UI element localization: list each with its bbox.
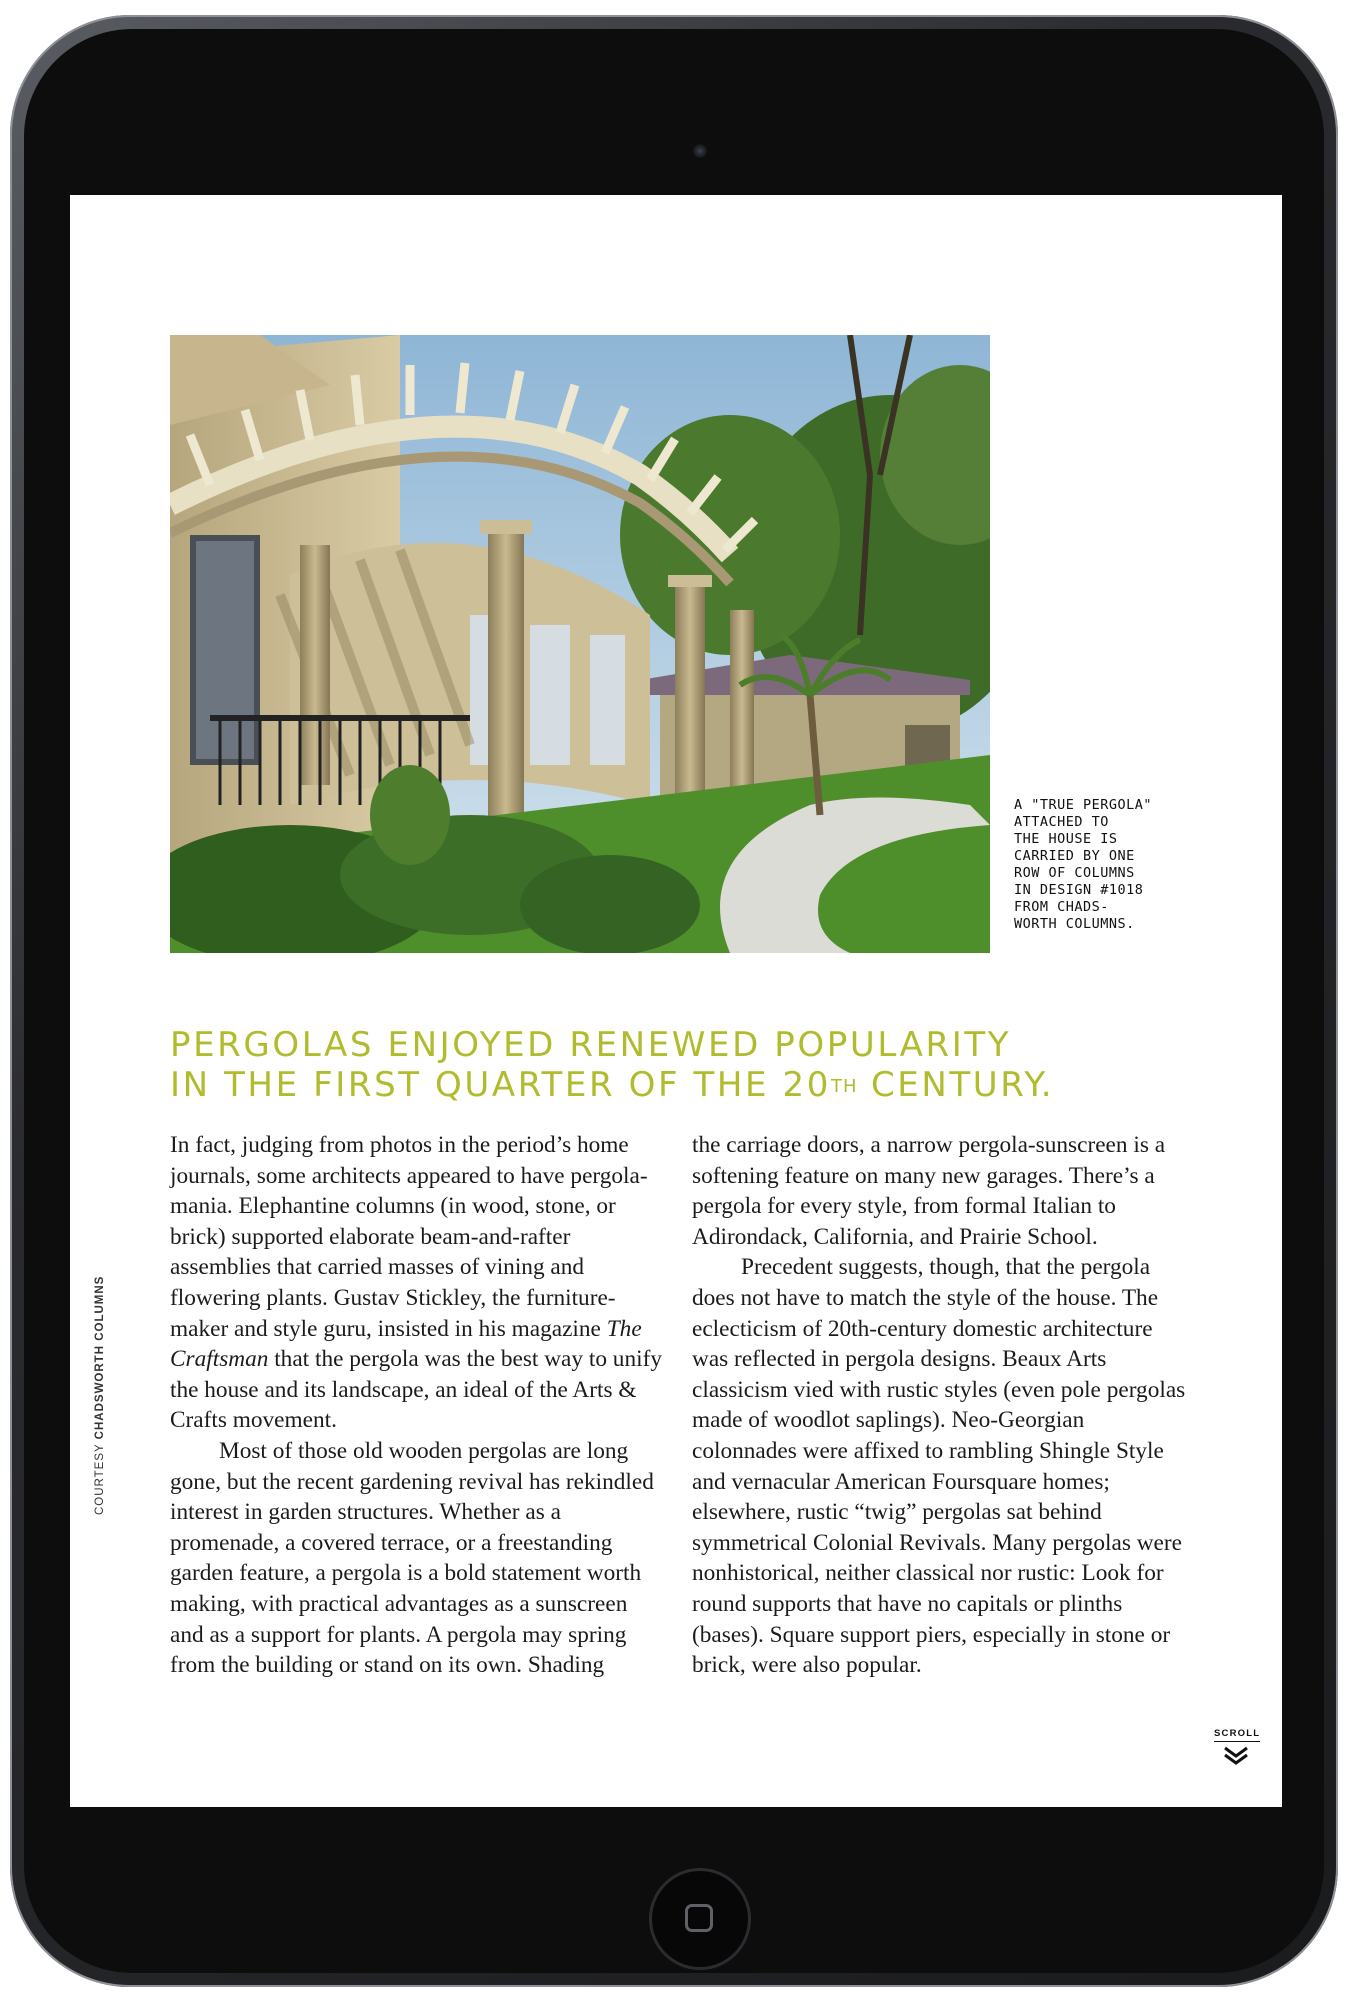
paragraph-1-text-end: that the pergola was the best way to unify the house and its landscape, an ideal of the Arts & Crafts movement. xyxy=(170,1346,662,1434)
headline-line-2: IN THE FIRST QUARTER OF THE 20 xyxy=(170,1065,832,1105)
paragraph-3: the carriage doors, a narrow pergola-sunscreen is a softening feature on many new garages. There’s a pergola for every style, from formal Italian to Adirondack, California, and Prairie School. xyxy=(692,1132,1166,1250)
paragraph-2: Most of those old wooden pergolas are long gone, but the recent gardening revival has rekindled interest in garden structures. Whether as a promenade, a covered terrace, or a freestanding garden feature, a pergola is a bold statement worth making, with practical advantages as a sunscreen and as a support for plants. A pergola may spring from the building or stand on its own. Shading xyxy=(170,1437,654,1679)
credit-name: CHADSWORTH COLUMNS xyxy=(94,1275,106,1440)
article-column-left xyxy=(170,1130,665,1681)
pergola-photo xyxy=(170,335,990,953)
paragraph-1-text: In fact, judging from photos in the period’s home journals, some architects appeared to have pergola-mania. Elephantine columns (in wood, stone, or brick) supported elaborate beam-and-rafter assemblies that carried masses of vining and flowering plants. Gustav Stickley, the furniture-maker and style guru, insisted in his magazine xyxy=(170,1132,648,1342)
pull-quote-headline xyxy=(170,1025,1230,1105)
scroll-button[interactable] xyxy=(1214,1723,1261,1766)
magazine-title: The Craftsman xyxy=(170,1315,642,1373)
camera-icon xyxy=(693,144,707,158)
headline-line-1: PERGOLAS ENJOYED RENEWED POPULARITY xyxy=(170,1025,1012,1065)
paragraph-1 xyxy=(170,1130,665,1436)
photo-caption: A "TRUE PERGOLA" ATTACHED TO THE HOUSE IS CARRIED BY ONE ROW OF COLUMNS IN DESIGN #1018 FROM CHADS- WORTH COLUMNS. xyxy=(1014,797,1153,932)
scroll-label: SCROLL xyxy=(1214,1728,1260,1742)
home-button[interactable] xyxy=(652,1871,748,1967)
magazine-page xyxy=(70,195,1282,1807)
article-column-right xyxy=(692,1130,1187,1681)
photo-credit xyxy=(94,1276,106,1515)
headline-line-2-end: CENTURY. xyxy=(857,1065,1055,1105)
credit-prefix: COURTESY xyxy=(94,1443,106,1515)
headline-superscript: TH xyxy=(831,1076,858,1097)
double-chevron-down-icon xyxy=(1223,1746,1249,1766)
home-button-square-icon xyxy=(685,1904,713,1932)
paragraph-4: Precedent suggests, though, that the pergola does not have to match the style of the house. The eclecticism of 20th-century domestic architecture was reflected in pergola designs. Beaux Arts classicism vied with rustic styles (even pole pergolas made of woodlot saplings). Neo-Georgian colonnades were affixed to rambling Shingle Style and vernacular American Foursquare homes; elsewhere, rustic “twig” pergolas sat behind symmetrical Colonial Revivals. Many pergolas were nonhistorical, neither classical nor rustic: Look for round supports that have no capitals or plinths (bases). Square support piers, especially in stone or brick, were also popular. xyxy=(692,1254,1186,1679)
